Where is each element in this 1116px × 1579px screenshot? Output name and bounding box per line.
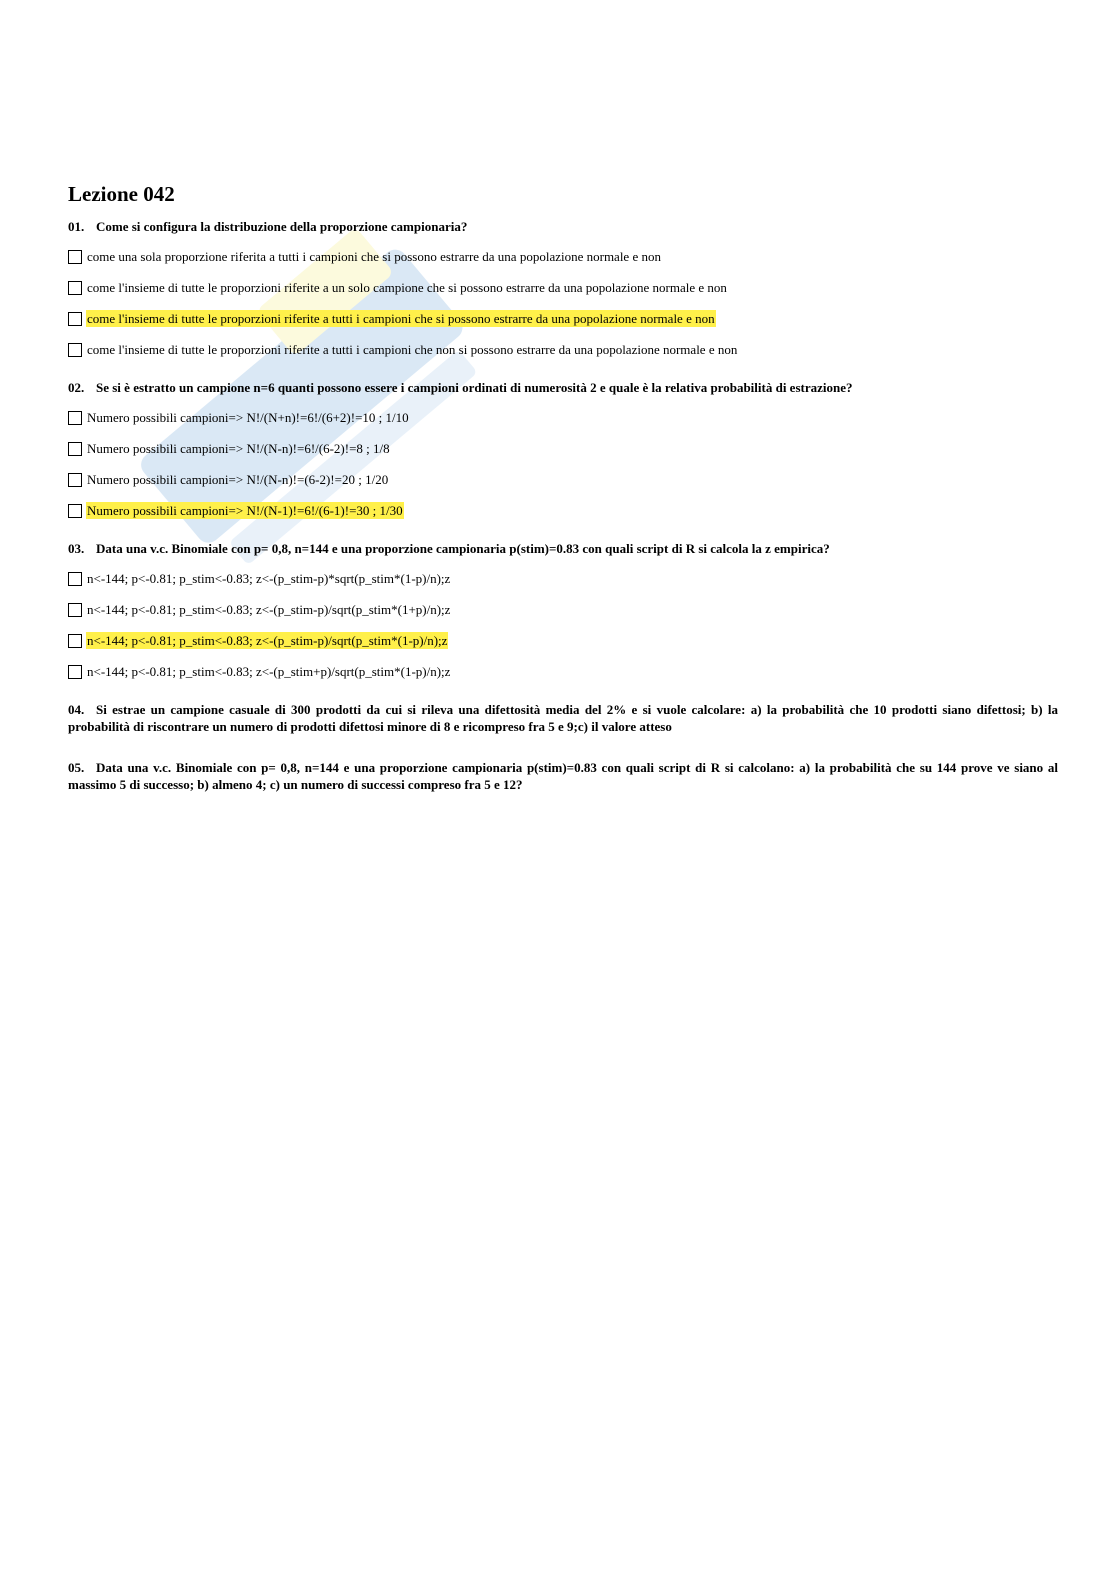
- answer-label: n<-144; p<-0.81; p_stim<-0.83; z<-(p_stim-p)/sqrt(p_stim*(1+p)/n);z: [87, 602, 451, 617]
- lesson-title: Lezione 042: [68, 182, 175, 206]
- question-text: [68, 701, 1058, 735]
- answer-label: come l'insieme di tutte le proporzioni riferite a tutti i campioni che non si possono estrarre da una popolazione normale e non: [87, 342, 738, 357]
- question-body: Si estrae un campione casuale di 300 prodotti da cui si rileva una difettosità media del 2% e si vuole calcolare: a) la probabilità che 10 prodotti siano difettosi; b) la probabilità di riscontrare un numero di prodotti difettosi minore di 8 e ricompreso fra 5 e 9;c) il valore atteso: [68, 702, 1058, 734]
- checkbox-icon[interactable]: [68, 250, 82, 264]
- answer-label: come una sola proporzione riferita a tutti i campioni che si possono estrarre da una popolazione normale e non: [87, 249, 661, 264]
- question-body: Come si configura la distribuzione della proporzione campionaria?: [96, 219, 468, 234]
- answer-label: n<-144; p<-0.81; p_stim<-0.83; z<-(p_stim-p)*sqrt(p_stim*(1-p)/n);z: [87, 571, 451, 586]
- answer-option[interactable]: [68, 241, 1058, 272]
- question-number: 02.: [68, 380, 85, 395]
- question-text: [68, 218, 1058, 235]
- checkbox-icon[interactable]: [68, 603, 82, 617]
- checkbox-icon[interactable]: [68, 634, 82, 648]
- answer-option[interactable]: [68, 464, 1058, 495]
- question-01: [68, 218, 1058, 365]
- answer-options: [68, 402, 1058, 526]
- answer-label: n<-144; p<-0.81; p_stim<-0.83; z<-(p_stim+p)/sqrt(p_stim*(1-p)/n);z: [87, 664, 451, 679]
- question-number: 03.: [68, 541, 85, 556]
- answer-option[interactable]: [68, 495, 1058, 526]
- checkbox-icon[interactable]: [68, 504, 82, 518]
- question-text: [68, 759, 1058, 793]
- checkbox-icon[interactable]: [68, 281, 82, 295]
- answer-option[interactable]: [68, 303, 1058, 334]
- answer-option[interactable]: [68, 334, 1058, 365]
- answer-label: Numero possibili campioni=> N!/(N-1)!=6!/(6-1)!=30 ; 1/30: [87, 503, 403, 518]
- checkbox-icon[interactable]: [68, 665, 82, 679]
- answer-option[interactable]: [68, 625, 1058, 656]
- answer-label: come l'insieme di tutte le proporzioni riferite a tutti i campioni che si possono estrarre da una popolazione normale e non: [87, 311, 715, 326]
- answer-option[interactable]: [68, 594, 1058, 625]
- answer-option[interactable]: [68, 402, 1058, 433]
- answer-label: come l'insieme di tutte le proporzioni riferite a un solo campione che si possono estrarre da una popolazione normale e non: [87, 280, 727, 295]
- answer-label: Numero possibili campioni=> N!/(N-n)!=6!/(6-2)!=8 ; 1/8: [87, 441, 390, 456]
- question-04: [68, 701, 1058, 735]
- question-05: [68, 759, 1058, 793]
- question-number: 01.: [68, 219, 85, 234]
- checkbox-icon[interactable]: [68, 343, 82, 357]
- answer-option[interactable]: [68, 563, 1058, 594]
- question-text: [68, 540, 1058, 557]
- question-body: Se si è estratto un campione n=6 quanti possono essere i campioni ordinati di numerosità 2 e quale è la relativa probabilità di estrazione?: [96, 380, 853, 395]
- answer-option[interactable]: [68, 433, 1058, 464]
- answer-option[interactable]: [68, 272, 1058, 303]
- question-body: Data una v.c. Binomiale con p= 0,8, n=144 e una proporzione campionaria p(stim)=0.83 con quali script di R si calcolano: a) la probabilità che su 144 prove ve siano al massimo 5 di successo; b) almeno 4; c) un numero di successi compreso fra 5 e 12?: [68, 760, 1058, 792]
- answer-options: [68, 563, 1058, 687]
- question-body: Data una v.c. Binomiale con p= 0,8, n=144 e una proporzione campionaria p(stim)=0.83 con quali script di R si calcola la z empirica?: [96, 541, 830, 556]
- question-text: [68, 379, 1058, 396]
- document-page: [68, 180, 1058, 817]
- answer-option[interactable]: [68, 656, 1058, 687]
- checkbox-icon[interactable]: [68, 572, 82, 586]
- question-number: 04.: [68, 702, 85, 717]
- checkbox-icon[interactable]: [68, 473, 82, 487]
- answer-options: [68, 241, 1058, 365]
- checkbox-icon[interactable]: [68, 442, 82, 456]
- checkbox-icon[interactable]: [68, 312, 82, 326]
- question-number: 05.: [68, 760, 85, 775]
- checkbox-icon[interactable]: [68, 411, 82, 425]
- answer-label: n<-144; p<-0.81; p_stim<-0.83; z<-(p_stim-p)/sqrt(p_stim*(1-p)/n);z: [87, 633, 448, 648]
- answer-label: Numero possibili campioni=> N!/(N-n)!=(6-2)!=20 ; 1/20: [87, 472, 389, 487]
- question-02: [68, 379, 1058, 526]
- question-03: [68, 540, 1058, 687]
- answer-label: Numero possibili campioni=> N!/(N+n)!=6!/(6+2)!=10 ; 1/10: [87, 410, 409, 425]
